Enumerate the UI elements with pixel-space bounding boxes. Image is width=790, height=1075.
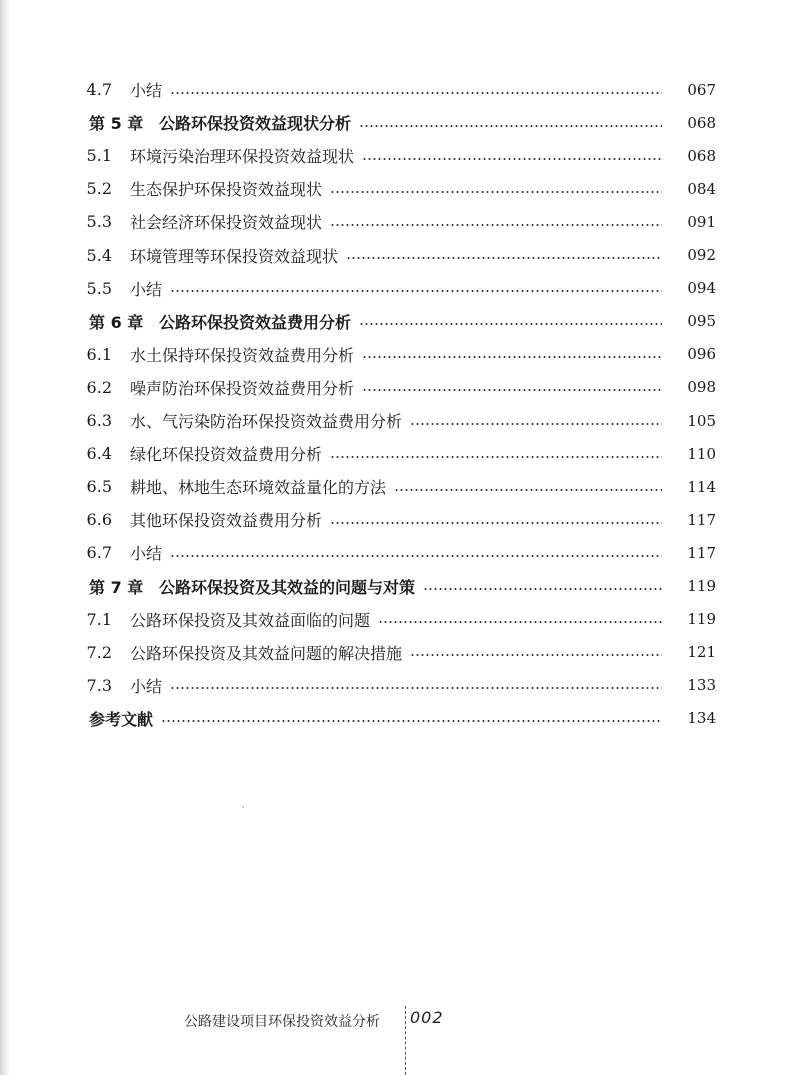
toc-entry-page: 068 (687, 113, 716, 132)
toc-entry-number: 6.4 (86, 444, 112, 464)
toc-entry-number: 7.2 (86, 642, 112, 662)
toc-entry[interactable] (0, 272, 790, 305)
toc-entry-page: 105 (687, 411, 716, 430)
toc-entry-number: 5.2 (86, 179, 112, 199)
dot-leader (359, 125, 662, 127)
toc-entry-title: 社会经济环保投资效益现状 (130, 213, 323, 233)
toc-entry-number: 5.1 (86, 146, 112, 166)
toc-entry-title: 公路环保投资及其效益面临的问题 (130, 610, 371, 630)
toc-entry-number: 6.2 (86, 377, 112, 397)
toc-entry[interactable] (0, 106, 790, 139)
dot-leader (423, 588, 662, 590)
toc-entry-number: 5.4 (86, 245, 112, 265)
toc-entry-page: 096 (687, 345, 716, 364)
toc-entry-page: 121 (687, 643, 716, 662)
toc-entry-title: 绿化环保投资效益费用分析 (130, 445, 323, 465)
dot-leader (330, 522, 662, 524)
toc-entry[interactable] (0, 503, 790, 536)
toc-entry-title: 水、气污染防治环保投资效益费用分析 (130, 412, 403, 431)
toc-entry-title: 小结 (130, 81, 163, 100)
toc-entry[interactable] (0, 603, 790, 636)
toc-entry-title: 公路环保投资效益现状分析 (159, 114, 352, 134)
toc-entry-number: 6.7 (86, 543, 112, 563)
toc-entry-title: 参考文献 (89, 709, 154, 729)
toc-entry-title: 小结 (130, 676, 163, 696)
toc-entry-page: 098 (687, 378, 716, 397)
dot-leader (170, 92, 662, 94)
toc-entry-page: 134 (687, 709, 716, 728)
toc-entry[interactable] (0, 305, 790, 338)
toc-entry-page: 094 (687, 279, 716, 298)
toc-entry-page: 133 (687, 676, 716, 695)
toc-entry-page: 117 (687, 510, 716, 529)
toc-entry-number: 5.5 (86, 278, 112, 298)
toc-entry-title: 小结 (130, 544, 163, 564)
footer-book-title: 公路建设项目环保投资效益分析 (184, 1014, 380, 1030)
scan-speck (242, 806, 244, 808)
toc-entry-number: 7.3 (86, 675, 112, 695)
toc-entry[interactable] (0, 536, 790, 569)
dot-leader (346, 257, 662, 259)
toc-entry[interactable] (0, 73, 790, 106)
toc-entry-page: 117 (687, 543, 716, 562)
toc-entry[interactable] (0, 636, 790, 669)
dot-leader (362, 158, 662, 160)
toc-entry-title: 小结 (130, 279, 163, 299)
toc-entry-number: 6.5 (86, 477, 112, 497)
dot-leader (410, 654, 662, 656)
toc-entry[interactable] (0, 437, 790, 470)
toc-entry[interactable] (0, 570, 790, 603)
toc-entry-page: 091 (687, 212, 716, 231)
toc-entry-title: 生态保护环保投资效益现状 (130, 180, 323, 200)
toc-entry-page: 084 (687, 179, 716, 198)
toc-entry-title: 环境污染治理环保投资效益现状 (130, 147, 355, 167)
toc-entry-page: 110 (687, 444, 716, 463)
toc-entry-number: 6.6 (86, 510, 112, 530)
toc-entry-number: 5.3 (86, 212, 112, 232)
toc-entry[interactable] (0, 338, 790, 371)
toc-entry-number: 4.7 (86, 80, 112, 99)
toc-entry-number: 第 6 章 (89, 312, 144, 332)
toc-entry-title: 噪声防治环保投资效益费用分析 (130, 378, 355, 398)
dot-leader (394, 489, 662, 491)
toc-entry-title: 水土保持环保投资效益费用分析 (130, 345, 355, 365)
dot-leader (330, 191, 662, 193)
toc-entry-number: 6.1 (86, 344, 112, 364)
toc-entry-page: 092 (687, 246, 716, 264)
dot-leader (330, 224, 662, 226)
toc-entry-title: 公路环保投资效益费用分析 (159, 312, 352, 332)
toc-entry-page: 114 (687, 477, 716, 496)
toc-entry-title: 环境管理等环保投资效益现状 (130, 246, 339, 266)
toc-entry[interactable] (0, 139, 790, 172)
footer-page-number: 002 (410, 1008, 444, 1027)
toc-entry[interactable] (0, 205, 790, 238)
toc-entry[interactable] (0, 669, 790, 702)
toc-entry[interactable] (0, 404, 790, 437)
dot-leader (170, 290, 662, 292)
toc-entry-page: 119 (687, 577, 716, 595)
toc-entry-number: 6.3 (86, 411, 112, 430)
toc-entry-page: 095 (687, 312, 716, 331)
toc-entry[interactable] (0, 470, 790, 503)
toc-entry-page: 067 (687, 80, 716, 99)
dot-leader (378, 621, 662, 623)
dot-leader (362, 356, 662, 358)
toc-entry-title: 其他环保投资效益费用分析 (130, 511, 323, 531)
dot-leader (170, 555, 662, 557)
footer-divider (405, 1006, 406, 1075)
toc-entry[interactable] (0, 702, 790, 735)
toc-entry-title: 耕地、林地生态环境效益量化的方法 (130, 478, 387, 498)
toc-entry-title: 公路环保投资及其效益问题的解决措施 (130, 643, 403, 663)
toc-entry[interactable] (0, 371, 790, 404)
toc-entry[interactable] (0, 172, 790, 205)
dot-leader (359, 323, 662, 325)
toc-entry-page: 068 (687, 146, 716, 165)
toc-entry-title: 公路环保投资及其效益的问题与对策 (159, 577, 416, 597)
toc-entry-page: 119 (687, 610, 716, 629)
dot-leader (362, 389, 662, 391)
dot-leader (170, 687, 662, 689)
toc-entry[interactable] (0, 239, 790, 272)
toc-entry-number: 第 7 章 (89, 577, 144, 597)
dot-leader (161, 720, 662, 722)
toc-entry-number: 7.1 (86, 609, 112, 629)
dot-leader (410, 423, 662, 425)
dot-leader (330, 456, 662, 458)
toc-entry-number: 第 5 章 (89, 114, 144, 134)
